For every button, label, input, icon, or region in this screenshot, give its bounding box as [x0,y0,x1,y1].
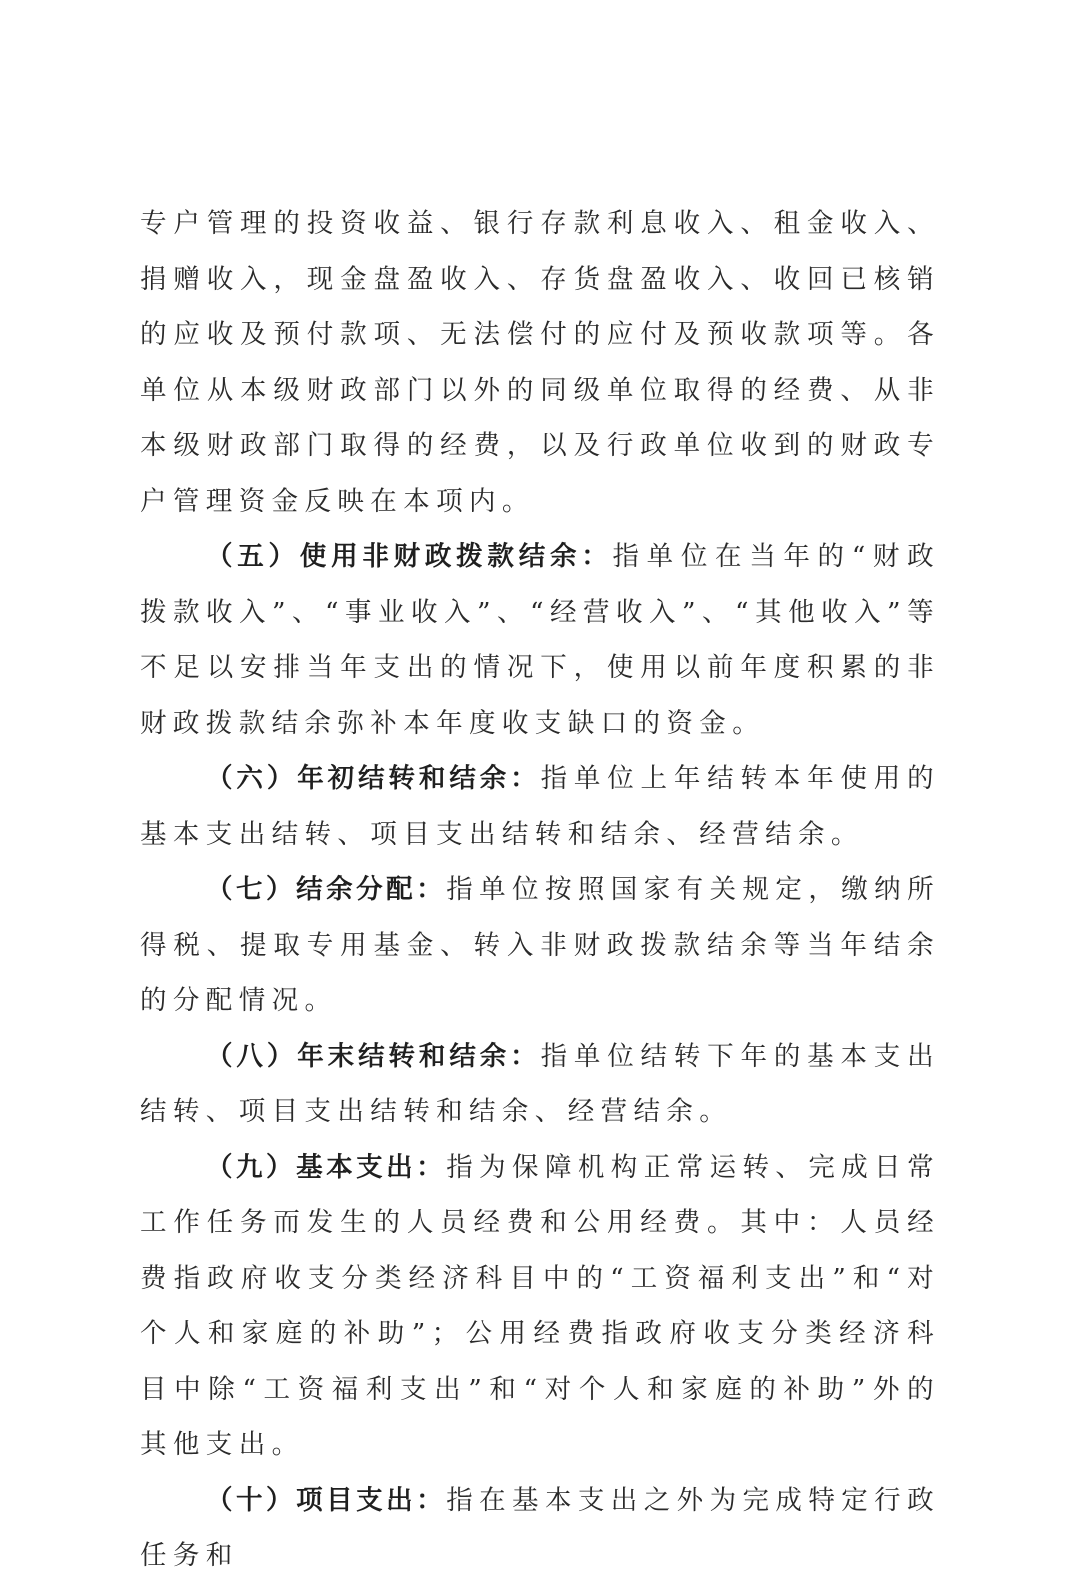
paragraph-text: 指为保障机构正常运转、完成日常工作任务而发生的人员经费和公用经费。其中：人员经费指政府收支分类经济科目中的“工资福利支出”和“对个人和家庭的补助”；公用经费指政府收支分类经济科目中除“工资福利支出”和“对个人和家庭的补助”外的其他支出。 [140,1151,941,1460]
paragraph-term: （八）年末结转和结余： [206,1040,541,1072]
paragraph-item-10 [140,1473,940,1584]
paragraph-continuation [140,196,940,529]
paragraph-item-7 [140,862,940,1029]
paragraph-item-5 [140,529,940,751]
paragraph-item-6 [140,751,940,862]
paragraph-term: （五）使用非财政拨款结余： [206,541,613,572]
paragraph-text: 指单位按照国家有关规定，缴纳所得税、提取专用基金、转入非财政拨款结余等当年结余的分配情况。 [140,874,941,1016]
paragraph-term: （七）结余分配： [206,874,447,905]
paragraph-term: （六）年初结转和结余： [206,763,541,794]
paragraph-text: 指单位上年结转本年使用的基本支出结转、项目支出结转和结余、经营结余。 [140,763,940,850]
document-body [140,196,940,1584]
paragraph-text: 指单位结转下年的基本支出结转、项目支出结转和结余、经营结余。 [140,1040,940,1127]
paragraph-text: 指在基本支出之外为完成特定行政任务和 [140,1484,941,1571]
paragraph-term: （十）项目支出： [206,1484,447,1516]
paragraph-text: 指单位在当年的“财政拨款收入”、“事业收入”、“经营收入”、“其他收入”等不足以安排当年支出的情况下，使用以前年度积累的非财政拨款结余弥补本年度收支缺口的资金。 [140,541,940,739]
paragraph-item-9 [140,1140,940,1473]
paragraph-item-8 [140,1029,940,1140]
paragraph-text: 专户管理的投资收益、银行存款利息收入、租金收入、捐赠收入，现金盘盈收入、存货盘盈收入、收回已核销的应收及预付款项、无法偿付的应付及预收款项等。各单位从本级财政部门以外的同级单位取得的经费、从非本级财政部门取得的经费，以及行政单位收到的财政专户管理资金反映在本项内。 [140,208,940,517]
paragraph-term: （九）基本支出： [206,1151,447,1183]
